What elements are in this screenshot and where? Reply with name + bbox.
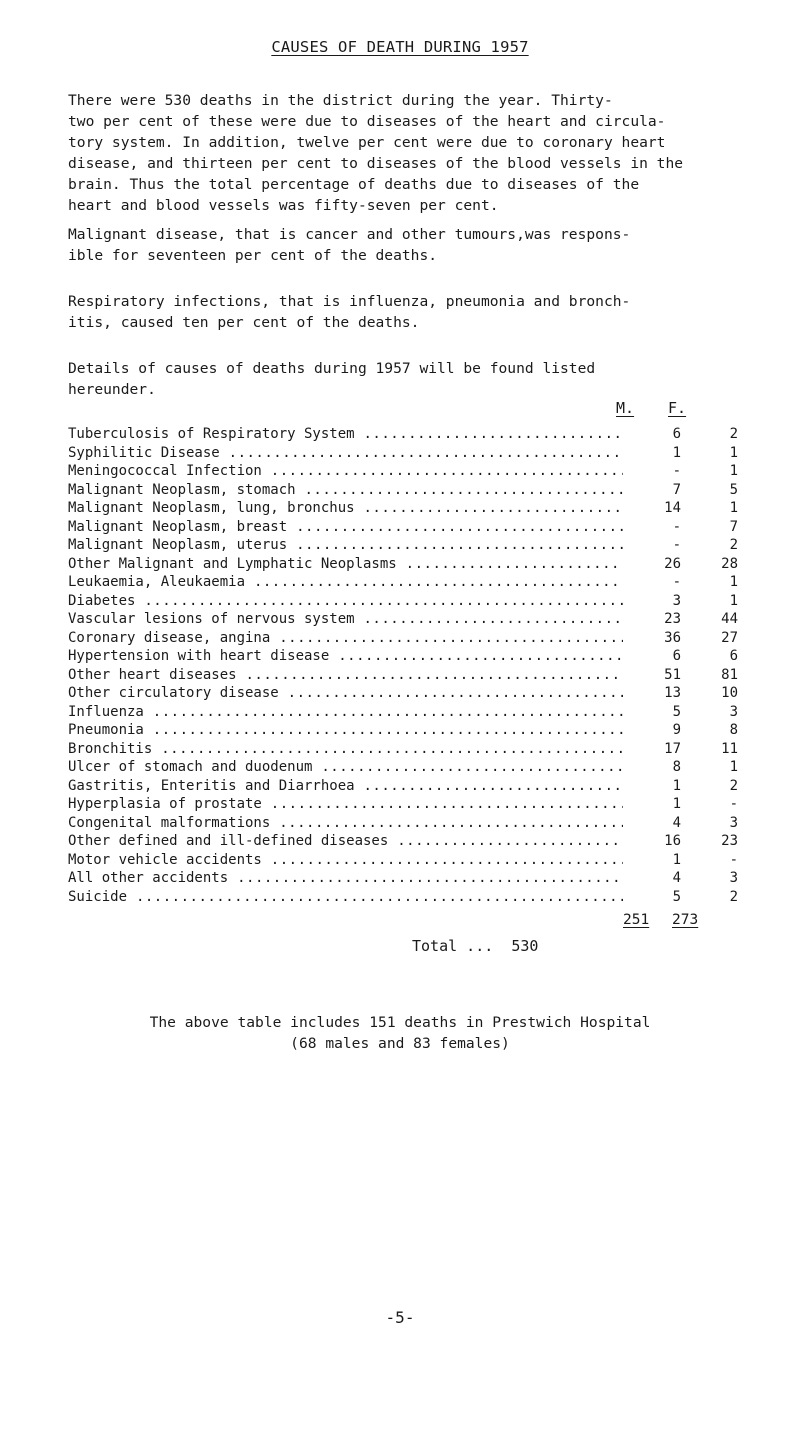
cause-label: Hyperplasia of prostate .....	[68, 795, 668, 814]
details-paragraph: Details of causes of deaths during 1957 will be found listed hereunder.	[68, 360, 596, 398]
female-count: 3	[729, 703, 738, 720]
female-count: 7	[729, 518, 738, 535]
female-count: 81	[721, 666, 738, 683]
female-count: 1	[729, 592, 738, 609]
cause-label: Influenza .....	[68, 703, 668, 722]
table-row	[68, 777, 788, 796]
female-count: 2	[729, 888, 738, 905]
table-row	[68, 647, 788, 666]
table-row	[68, 832, 788, 851]
female-count: -	[729, 796, 738, 812]
cause-label: Other heart diseases .....	[68, 666, 668, 685]
female-count: 2	[729, 777, 738, 794]
male-count: 1	[623, 795, 681, 814]
male-count: 1	[623, 777, 681, 796]
cause-label: Suicide .....	[68, 888, 668, 907]
cause-label: Malignant Neoplasm, lung, bronchus .....	[68, 499, 668, 518]
cause-label: Vascular lesions of nervous system .....	[68, 610, 668, 629]
table-row	[68, 888, 788, 907]
table-row	[68, 740, 788, 759]
table-row	[68, 869, 788, 888]
male-count: 26	[623, 555, 681, 574]
footnote: The above table includes 151 deaths in Prestwich Hospital (68 males and 83 females)	[149, 1014, 651, 1052]
table-row	[68, 666, 788, 685]
cause-label: Malignant Neoplasm, stomach .....	[68, 481, 668, 500]
table-row	[68, 703, 788, 722]
cause-label: Meningococcal Infection .....	[68, 462, 668, 481]
intro-paragraph: There were 530 deaths in the district during the year. Thirty- two per cent of these were due to diseases of the heart and circula- tory system. In addition, twelve per cent were due to coronary heart disease, and thirteen per cent to diseases of the blood vessels in the brain. Thus the total percentage of deaths due to diseases of the heart and blood vessels was fifty-seven per cent.	[68, 92, 684, 214]
male-count: -	[623, 573, 681, 592]
table-row	[68, 536, 788, 555]
cause-label: Malignant Neoplasm, uterus .....	[68, 536, 668, 555]
table-row	[68, 499, 788, 518]
male-count: 13	[623, 684, 681, 703]
male-count: 36	[623, 629, 681, 648]
cause-label: Gastritis, Enteritis and Diarrhoea .....	[68, 777, 668, 796]
cause-label: Hypertension with heart disease .....	[68, 647, 668, 666]
female-count: 1	[729, 500, 738, 516]
page-number: -5-	[385, 1308, 415, 1327]
cause-label: Congenital malformations .....	[68, 814, 668, 833]
table-row	[68, 592, 788, 611]
page-title: CAUSES OF DEATH DURING 1957	[271, 38, 529, 56]
cause-label: Diabetes .....	[68, 592, 668, 611]
female-count: 44	[721, 611, 738, 627]
female-count: 2	[729, 537, 738, 553]
male-count: 4	[623, 869, 681, 888]
female-count: 2	[729, 426, 738, 442]
table-row	[68, 721, 788, 740]
cause-label: Malignant Neoplasm, breast .....	[68, 518, 668, 537]
cause-label: Ulcer of stomach and duodenum .....	[68, 758, 668, 777]
table-row	[68, 462, 788, 481]
female-count: 5	[729, 481, 738, 498]
grand-total-label: Total ...	[412, 937, 494, 955]
cause-label: Pneumonia .....	[68, 721, 668, 740]
cause-label: Coronary disease, angina .....	[68, 629, 668, 648]
table-row	[68, 610, 788, 629]
cause-label: Tuberculosis of Respiratory System .....	[68, 425, 668, 444]
male-column-header: M.	[616, 399, 635, 417]
male-count: -	[623, 536, 681, 555]
male-count: 6	[623, 647, 681, 666]
respiratory-paragraph: Respiratory infections, that is influenza, pneumonia and bronch- itis, caused ten per cent of the deaths.	[68, 293, 631, 331]
male-count: 51	[623, 666, 681, 685]
male-count: -	[623, 462, 681, 481]
female-count: 1	[729, 759, 738, 775]
female-count: 8	[729, 722, 738, 738]
male-count: 9	[623, 721, 681, 740]
male-count: 3	[623, 592, 681, 611]
female-column-header: F.	[668, 399, 687, 417]
male-count: 23	[623, 610, 681, 629]
female-count: 23	[721, 833, 738, 849]
table-row	[68, 851, 788, 870]
female-count: -	[729, 851, 738, 868]
table-row	[68, 758, 788, 777]
male-count: 7	[623, 481, 681, 500]
causes-table	[68, 425, 788, 906]
male-count: 16	[623, 832, 681, 851]
male-count: 8	[623, 758, 681, 777]
table-row	[68, 444, 788, 463]
table-row	[68, 573, 788, 592]
table-row	[68, 555, 788, 574]
male-count: 1	[623, 851, 681, 870]
female-count: 11	[721, 740, 738, 757]
cause-label: All other accidents .....	[68, 869, 668, 888]
cause-label: Other Malignant and Lymphatic Neoplasms .....	[68, 555, 668, 574]
male-count: 5	[623, 888, 681, 907]
cause-label: Bronchitis .....	[68, 740, 668, 759]
male-total: 251	[623, 912, 650, 928]
malignant-paragraph: Malignant disease, that is cancer and other tumours,was respons- ible for seventeen per cent of the deaths.	[68, 226, 631, 264]
female-count: 3	[729, 870, 738, 886]
table-row	[68, 795, 788, 814]
male-count: 6	[623, 425, 681, 444]
grand-total	[412, 937, 538, 955]
cause-label: Syphilitic Disease .....	[68, 444, 668, 463]
female-total: 273	[672, 912, 699, 928]
table-row	[68, 425, 788, 444]
male-count: 17	[623, 740, 681, 759]
female-count: 1	[729, 444, 738, 461]
female-count: 10	[721, 685, 738, 701]
female-count: 6	[729, 648, 738, 664]
table-row	[68, 684, 788, 703]
female-count: 28	[721, 555, 738, 572]
table-row	[68, 629, 788, 648]
table-row	[68, 481, 788, 500]
male-count: 1	[623, 444, 681, 463]
cause-label: Other defined and ill-defined diseases .....	[68, 832, 668, 851]
cause-label: Leukaemia, Aleukaemia .....	[68, 573, 668, 592]
cause-label: Motor vehicle accidents .....	[68, 851, 668, 870]
male-count: 4	[623, 814, 681, 833]
grand-total-value: 530	[511, 937, 539, 955]
female-count: 1	[729, 574, 738, 590]
female-count: 3	[729, 814, 738, 831]
male-count: -	[623, 518, 681, 537]
table-row	[68, 814, 788, 833]
female-count: 1	[729, 463, 738, 479]
table-row	[68, 518, 788, 537]
female-count: 27	[721, 629, 738, 646]
male-count: 5	[623, 703, 681, 722]
cause-label: Other circulatory disease .....	[68, 684, 668, 703]
male-count: 14	[623, 499, 681, 518]
